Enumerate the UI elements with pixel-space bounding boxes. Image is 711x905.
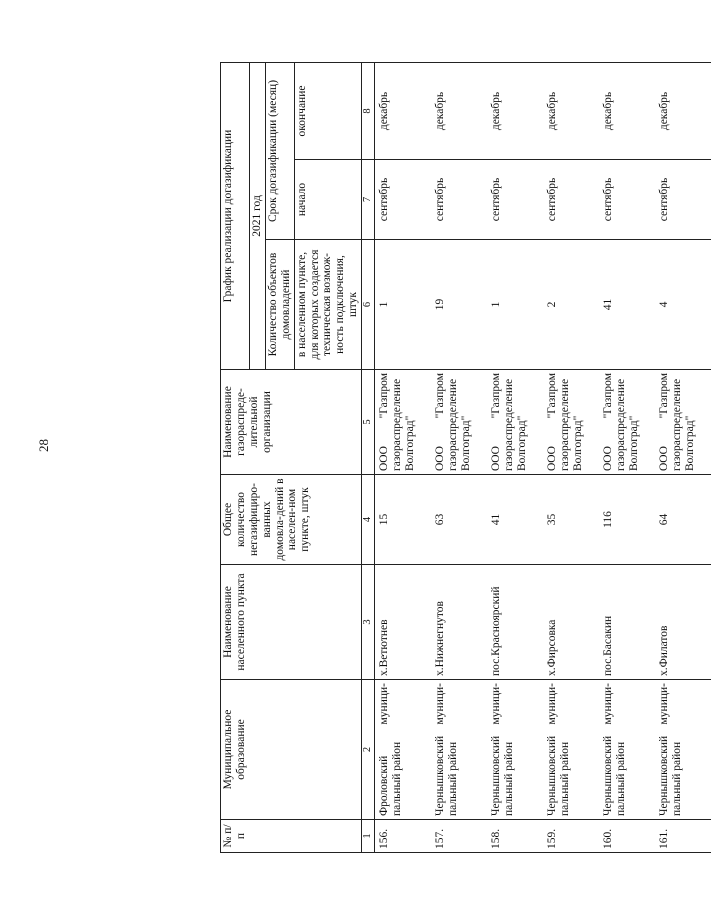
start-month-cell: сентябрь xyxy=(431,160,487,240)
total-households-cell: 64 xyxy=(655,475,711,565)
row-number: 158. xyxy=(487,820,543,853)
total-households-cell: 35 xyxy=(543,475,599,565)
gas-org-cell: ООО "Газпром газораспределение Волгоград" xyxy=(375,370,432,475)
start-month-cell: сентябрь xyxy=(655,160,711,240)
end-month-cell: декабрь xyxy=(487,62,543,159)
table-row xyxy=(655,62,711,852)
header-year: 2021 год xyxy=(250,62,266,369)
settlement-cell: х.Фирсовка xyxy=(543,565,599,680)
objects-cell: 1 xyxy=(375,240,432,370)
header-settlement: Наименование населенного пункта xyxy=(221,565,362,680)
header-schedule: График реализации догазификации xyxy=(221,62,250,369)
header-municipality: Муниципальное образование xyxy=(221,680,362,820)
start-month-cell: сентябрь xyxy=(375,160,432,240)
row-number: 156. xyxy=(375,820,432,853)
column-number: 8 xyxy=(362,62,375,159)
column-number: 7 xyxy=(362,160,375,240)
settlement-cell: х.Нижнегнутов xyxy=(431,565,487,680)
end-month-cell: декабрь xyxy=(543,62,599,159)
settlement-cell: пос.Красноярский xyxy=(487,565,543,680)
header-gas-org: Наименование газораспреде-лительной организации xyxy=(221,370,362,475)
row-number: 157. xyxy=(431,820,487,853)
municipality-cell: Чернышковский муници-пальный район xyxy=(487,680,543,820)
page-number: 28 xyxy=(36,439,51,452)
table-row xyxy=(375,62,432,852)
total-households-cell: 41 xyxy=(487,475,543,565)
header-term-group: Срок догазификации (месяц) xyxy=(265,62,294,239)
row-number: 161. xyxy=(655,820,711,853)
gas-org-cell: ООО "Газпром газораспределение Волгоград" xyxy=(599,370,655,475)
end-month-cell: декабрь xyxy=(655,62,711,159)
municipality-cell: Чернышковский муници-пальный район xyxy=(599,680,655,820)
settlement-cell: х.Филатов xyxy=(655,565,711,680)
gas-org-cell: ООО "Газпром газораспределение Волгоград" xyxy=(543,370,599,475)
gas-org-cell: ООО "Газпром газораспределение Волгоград" xyxy=(655,370,711,475)
gas-org-cell: ООО "Газпром газораспределение Волгоград" xyxy=(487,370,543,475)
header-total-households: Общее количество негазифициро-ванных домовла-дений в населен-ном пункте, штук xyxy=(221,475,362,565)
table-row xyxy=(431,62,487,852)
objects-cell: 41 xyxy=(599,240,655,370)
total-households-cell: 15 xyxy=(375,475,432,565)
column-number: 5 xyxy=(362,370,375,475)
row-number: 159. xyxy=(543,820,599,853)
objects-cell: 1 xyxy=(487,240,543,370)
column-number: 1 xyxy=(362,820,375,853)
gas-org-cell: ООО "Газпром газораспределение Волгоград" xyxy=(431,370,487,475)
column-number: 4 xyxy=(362,475,375,565)
municipality-cell: Чернышковский муници-пальный район xyxy=(543,680,599,820)
end-month-cell: декабрь xyxy=(599,62,655,159)
objects-cell: 2 xyxy=(543,240,599,370)
header-start: начало xyxy=(294,160,361,240)
column-number: 2 xyxy=(362,680,375,820)
municipality-cell: Чернышковский муници-пальный район xyxy=(431,680,487,820)
table-row xyxy=(487,62,543,852)
total-households-cell: 63 xyxy=(431,475,487,565)
start-month-cell: сентябрь xyxy=(599,160,655,240)
settlement-cell: пос.Басакин xyxy=(599,565,655,680)
municipality-cell: Чернышковский муници-пальный район xyxy=(655,680,711,820)
header-objects: в населенном пункте, для которых создается техническая возмож-ность подключения, штук xyxy=(294,240,361,370)
settlement-cell: х.Ветютнев xyxy=(375,565,432,680)
header-number: № п/п xyxy=(221,820,362,853)
table-row xyxy=(543,62,599,852)
start-month-cell: сентябрь xyxy=(487,160,543,240)
municipality-cell: Фроловский муници-пальный район xyxy=(375,680,432,820)
objects-cell: 4 xyxy=(655,240,711,370)
header-end: окончание xyxy=(294,62,361,159)
table-row xyxy=(599,62,655,852)
header-objects-group: Количество объектов домовладений xyxy=(265,240,294,370)
column-number: 3 xyxy=(362,565,375,680)
rotated-table-container xyxy=(220,63,696,853)
objects-cell: 19 xyxy=(431,240,487,370)
start-month-cell: сентябрь xyxy=(543,160,599,240)
column-number: 6 xyxy=(362,240,375,370)
row-number: 160. xyxy=(599,820,655,853)
total-households-cell: 116 xyxy=(599,475,655,565)
end-month-cell: декабрь xyxy=(431,62,487,159)
gasification-table xyxy=(220,62,711,853)
end-month-cell: декабрь xyxy=(375,62,432,159)
